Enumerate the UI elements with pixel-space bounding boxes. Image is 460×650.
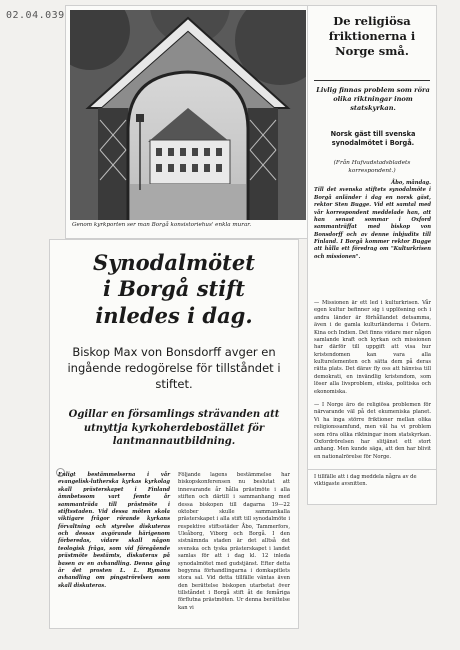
right-article-tail-clipping bbox=[308, 470, 436, 504]
main-headline-line-1: Synodalmötet bbox=[93, 250, 255, 275]
main-headline-line-3: inledes i dag. bbox=[95, 302, 253, 328]
right-source-line: (Från Hufvudstadsbladets korrespondent.) bbox=[333, 160, 411, 174]
church-gate-photo-image bbox=[70, 10, 306, 220]
main-body-middle-text: Följande lagens bestämmelse har biskopskonferensen nu beslutat att innevarande år hålla prästmöte i alla stiften och därtill i sammanhang med dessa biskopen till dagarna 19—22 oktober skulle sammankalla prästerskapet i alla stift till synodalmöte i respektive stiftsstäder Åbo, Tammerfors, Uleåborg, Viborg och Borgå. I den sistnämnda staden är det alltså det svenska och tyska prästerskapet i landet samlas för att i dag kl. 12 inleda synodalmötet med gudstjänst. Efter detta begynna förhandlingarna i domkapitlets stora sal. Vid detta tillfälle väntas även den berättelse biskopen utarbetat över tillståndet i Borgå stift åt de femåriga förflutna prästmöten. Ur denna berättelse kan vi bbox=[178, 472, 290, 611]
divider bbox=[314, 80, 430, 81]
right-headline: De religiösa friktionerna i Norge små. bbox=[328, 14, 416, 58]
church-gate-photo bbox=[70, 10, 306, 220]
right-dateline: Åbo, måndag. bbox=[391, 180, 431, 186]
right-article-tail-text: I tillfälle att i dag meddela några av de viktigaste avsnitten. bbox=[314, 474, 417, 488]
right-subheadline-secondary: Norsk gäst till svenska synodalmötet i Borgå. bbox=[330, 130, 416, 147]
main-body-left-text: Enligt bestämmelserna i vår evangelisk-lutherska kyrkas kyrkolag skall prästerskapet i Finland ämnbetssom vart femte år sammanträda till prästmöte i stiftsstaden. Vid dessa möten skola viktigare frågor rörande kyrkans förvaltning och styrelse diskuteras och dessas avgörande härigenom förberedas, vidare skall någon teologisk fråga, som vid föregående prästmöte bestämts, diskuteras på basen av en avhandling. Denna gång är det prosten L. L. Rymans avhandling om pingströrelsen som skall diskuteras. bbox=[58, 472, 170, 589]
right-body-intro bbox=[314, 180, 431, 261]
main-body-column-middle bbox=[178, 472, 290, 612]
main-subheadline: Biskop Max von Bonsdorff avger en ingående redogörelse för tillståndet i stiftet. bbox=[67, 345, 281, 392]
photo-clipping bbox=[66, 6, 310, 238]
right-subheadline: Livlig finnas problem som röra olika riktningar inom statskyrkan. bbox=[316, 86, 430, 112]
photo-caption: Genom kyrkporten ser man Borgå konsistoriehus' enkla murar. bbox=[72, 222, 252, 228]
right-article-clipping bbox=[308, 6, 436, 486]
right-body-intro-text: Till det svenska stiftets synodalmöte i Borgå anländer i dag en norsk gäst, rektor Sten Bugge. Vid ett samtal med vår korrespondent meddelade han, att han senast sommar i Oxford sammanträffat med biskop von Bonsdorff och av denne inbjudits till Finland. I Borgå kommer rektor Bugge att hålla ett föredrag om "Kulturkrisen och missionen". bbox=[314, 187, 431, 260]
handwritten-annotation: 02.04.039 bbox=[6, 10, 65, 21]
right-body-paragraph-3: — I Norge äro de religiösa problemen för närvarande väl på det ekumeniska planet. Vi ha inga större friktioner mellan olika religionssamfund, men väl ha vi problem som röra olika riktningar inom statskyrkan. Oxfordrörelsen har slitjänst ett stort anhang. Men kunde säga, att den har blivit en nationalrörelse för Norge. bbox=[314, 402, 431, 460]
main-body-column-left bbox=[58, 472, 170, 590]
main-headline bbox=[58, 250, 290, 329]
main-subheadline-secondary: Ogillar en församlings strävanden att utnyttja kyrkoherdebostället för lantmannautbildning. bbox=[68, 409, 280, 447]
main-headline-line-2: i Borgå stift bbox=[103, 276, 245, 302]
right-body-paragraph-2: — Missionen är ett led i kulturkrisen. Vår egen kultur befinner sig i upplösning och i andra länder är förhållandet detsamma, även i de gamla kulturländerna i Östern. Kina och Indien. Det finns vidare mer någon samlande kraft och kyrkan och missionen har därför till uppgift att visa hur kristendomen kan vara alla kulturelementen och sätta dem på deras rätta plats. Det därav fly oss att hänvisa till demokrati, en invändlig kristendom, som löser alla livsproblem, etiska, politiska och ekonomiska. bbox=[314, 300, 431, 395]
main-article-clipping bbox=[50, 240, 298, 628]
